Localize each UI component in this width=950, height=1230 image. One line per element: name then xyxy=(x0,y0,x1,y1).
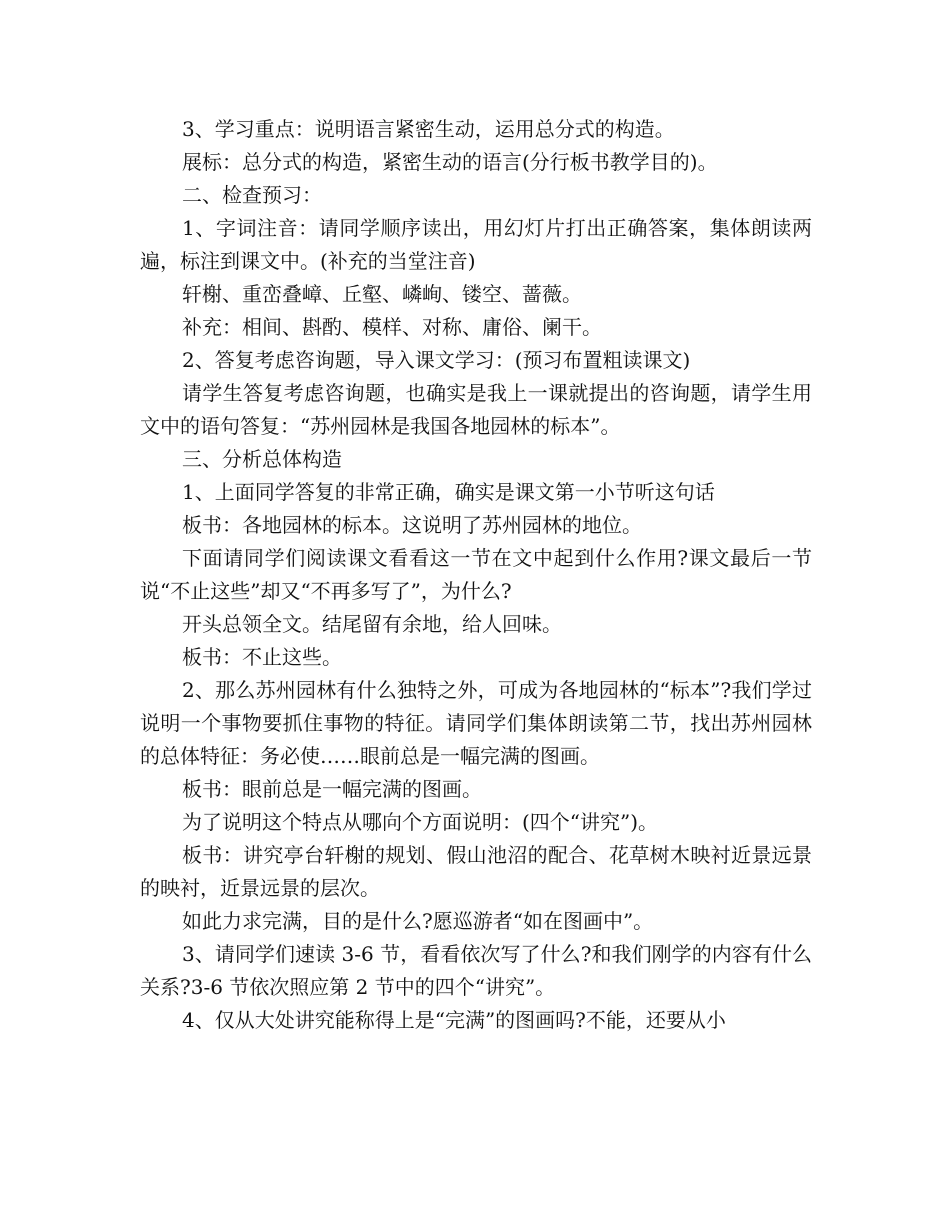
paragraph: 如此力求完满，目的是什么?愿巡游者“如在图画中”。 xyxy=(182,909,654,933)
paragraph: 2、那么苏州园林有什么独特之外，可成为各地园林的“标本”?我们学过说明一个事物要抓住事物的特征。请同学们集体朗读第二节，找出苏州园林的总体特征：务必使……眼前总是一幅完满的图画。 xyxy=(140,678,812,768)
paragraph: 板书：眼前总是一幅完满的图画。 xyxy=(182,777,482,801)
paragraph: 下面请同学们阅读课文看看这一节在文中起到什么作用?课文最后一节说“不止这些”却又“不再多写了”，为什么? xyxy=(140,546,812,603)
paragraph: 4、仅从大处讲究能称得上是“完满”的图画吗?不能，还要从小 xyxy=(182,1008,726,1032)
paragraph: 开头总领全文。结尾留有余地，给人回味。 xyxy=(182,612,562,636)
paragraph: 板书：讲究亭台轩榭的规划、假山池沼的配合、花草树木映衬近景远景的映衬，近景远景的层次。 xyxy=(140,843,812,900)
paragraph: 3、请同学们速读 3-6 节，看看依次写了什么?和我们刚学的内容有什么关系?3-6 节依次照应第 2 节中的四个“讲究”。 xyxy=(140,942,812,999)
paragraph: 补充：相间、斟酌、模样、对称、庸俗、阑干。 xyxy=(182,315,602,339)
paragraph: 为了说明这个特点从哪向个方面说明：(四个“讲究”)。 xyxy=(182,810,659,834)
document-page xyxy=(140,113,812,1037)
paragraph: 板书：不止这些。 xyxy=(182,645,342,669)
paragraph: 1、字词注音：请同学顺序读出，用幻灯片打出正确答案，集体朗读两遍，标注到课文中。(补充的当堂注音) xyxy=(140,216,812,273)
paragraph: 板书：各地园林的标本。这说明了苏州园林的地位。 xyxy=(182,513,642,537)
paragraph: 2、答复考虑咨询题，导入课文学习：(预习布置粗读课文) xyxy=(182,348,691,372)
paragraph: 轩榭、重峦叠嶂、丘壑、嶙峋、镂空、蔷薇。 xyxy=(182,282,582,306)
paragraph: 1、上面同学答复的非常正确，确实是课文第一小节听这句话 xyxy=(182,480,715,504)
section-heading: 三、分析总体构造 xyxy=(182,447,342,471)
paragraph: 3、学习重点：说明语言紧密生动，运用总分式的构造。 xyxy=(182,117,675,141)
paragraph: 展标：总分式的构造，紧密生动的语言(分行板书教学目的)。 xyxy=(182,150,718,174)
section-heading: 二、检查预习： xyxy=(182,183,322,207)
paragraph: 请学生答复考虑咨询题，也确实是我上一课就提出的咨询题，请学生用文中的语句答复：“苏州园林是我国各地园林的标本”。 xyxy=(140,381,812,438)
